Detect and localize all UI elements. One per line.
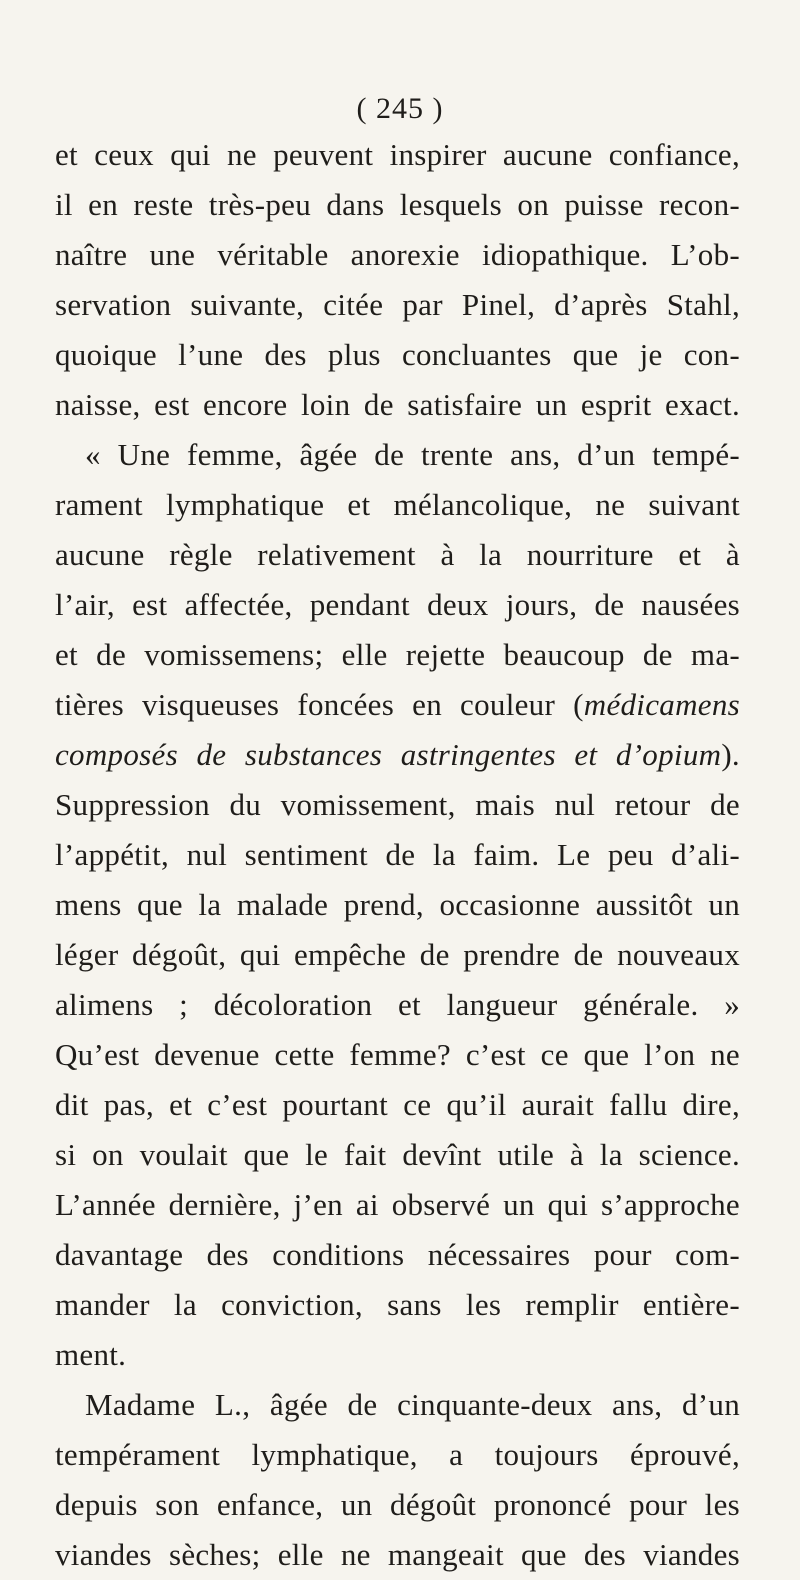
text-fragment: ). bbox=[721, 737, 740, 772]
text-line: et de vomissemens; elle rejette beaucoup de ma- bbox=[55, 637, 740, 672]
text-line: Qu’est devenue cette femme? c’est ce que l’on ne bbox=[55, 1037, 740, 1072]
text-line: Madame L., âgée de cinquante-deux ans, d’un bbox=[85, 1387, 740, 1422]
text-line: naisse, est encore loin de satisfaire un esprit exact. bbox=[55, 387, 740, 422]
text-line: naître une véritable anorexie idiopathique. L’ob- bbox=[55, 237, 740, 272]
text-line: rament lymphatique et mélancolique, ne suivant bbox=[55, 487, 740, 522]
text-line: tempérament lymphatique, a toujours éprouvé, bbox=[55, 1437, 740, 1472]
text-line: dit pas, et c’est pourtant ce qu’il aurait fallu dire, bbox=[55, 1087, 740, 1122]
text-line: viandes sèches; elle ne mangeait que des viandes bbox=[55, 1537, 740, 1572]
text-line: ment. bbox=[55, 1337, 127, 1372]
text-line: servation suivante, citée par Pinel, d’après Stahl, bbox=[55, 287, 740, 322]
italic-fragment: composés de substances astringentes et d’opium bbox=[55, 737, 722, 772]
text-line: l’appétit, nul sentiment de la faim. Le peu d’ali- bbox=[55, 837, 740, 872]
italic-fragment: médicamens bbox=[583, 687, 740, 722]
text-line: l’air, est affectée, pendant deux jours, de nausées bbox=[55, 587, 740, 622]
text-line: il en reste très-peu dans lesquels on puisse recon- bbox=[55, 187, 740, 222]
text-fragment: tières visqueuses foncées en couleur ( bbox=[55, 687, 584, 722]
text-line-with-italic bbox=[55, 680, 740, 730]
text-line: depuis son enfance, un dégoût prononcé pour les bbox=[55, 1487, 740, 1522]
text-line: mens que la malade prend, occasionne aussitôt un bbox=[55, 887, 740, 922]
text-line: léger dégoût, qui empêche de prendre de nouveaux bbox=[55, 937, 740, 972]
text-line: davantage des conditions nécessaires pour com- bbox=[55, 1237, 740, 1272]
text-line: et ceux qui ne peuvent inspirer aucune confiance, bbox=[55, 137, 740, 172]
text-line: alimens ; décoloration et langueur générale. » bbox=[55, 987, 740, 1022]
text-line: L’année dernière, j’en ai observé un qui s’approche bbox=[55, 1187, 740, 1222]
text-line-with-italic bbox=[55, 730, 740, 780]
text-line: aucune règle relativement à la nourriture et à bbox=[55, 537, 740, 572]
text-line: Suppression du vomissement, mais nul retour de bbox=[55, 787, 740, 822]
text-line: mander la conviction, sans les remplir entière- bbox=[55, 1287, 740, 1322]
text-line: « Une femme, âgée de trente ans, d’un tempé- bbox=[85, 437, 740, 472]
body-text bbox=[55, 130, 740, 1580]
text-line: si on voulait que le fait devînt utile à la science. bbox=[55, 1137, 740, 1172]
page-number: ( 245 ) bbox=[356, 92, 444, 125]
text-line: quoique l’une des plus concluantes que je con- bbox=[55, 337, 740, 372]
